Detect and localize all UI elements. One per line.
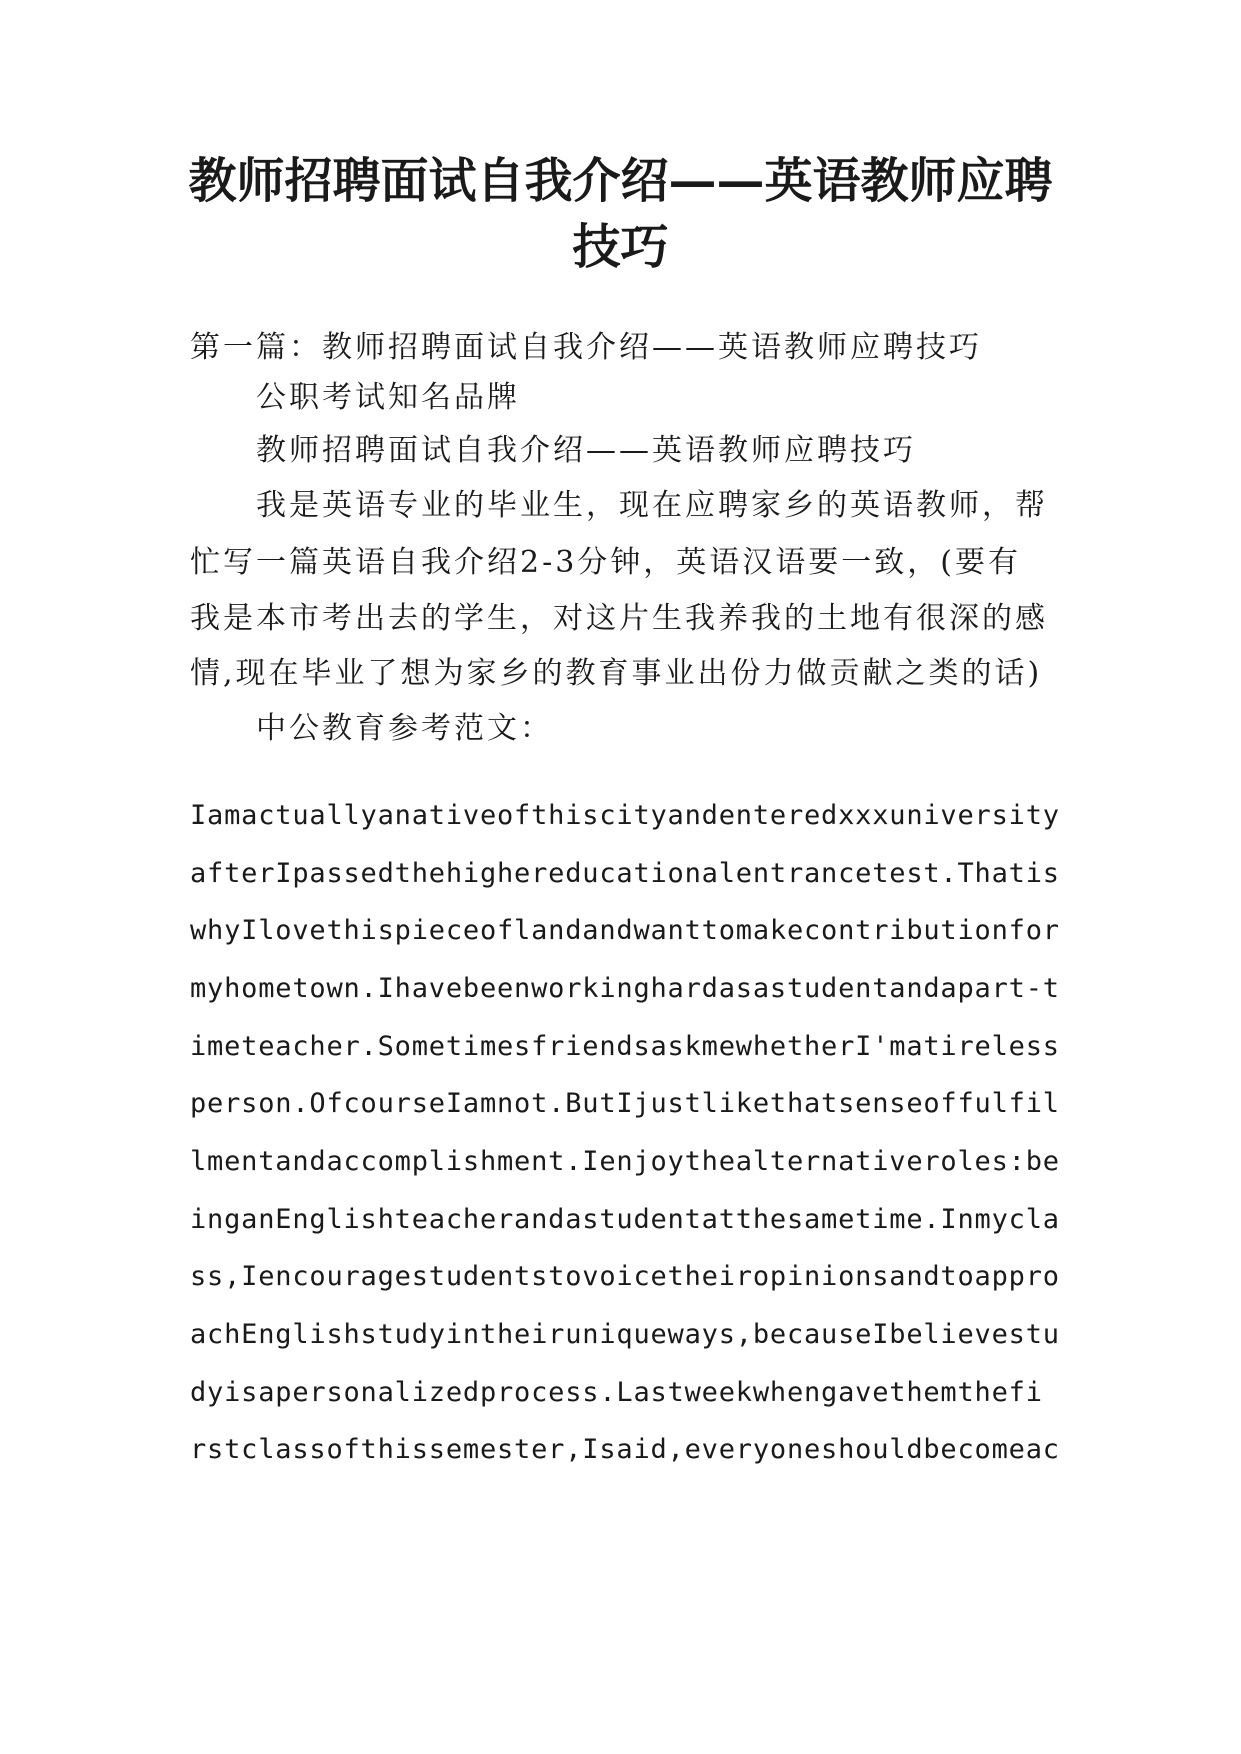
question-line-3: 我是本市考出去的学生，对这片生我养我的土地有很深的感	[190, 601, 1048, 636]
english-line-6: person.OfcourseIamnot.ButIjustlikethatsenseoffulfil	[190, 1088, 1060, 1119]
document-title	[150, 148, 1091, 280]
title-line-1: 教师招聘面试自我介绍——英语教师应聘	[188, 153, 1053, 209]
subtitle: 教师招聘面试自我介绍——英语教师应聘技巧	[256, 433, 916, 468]
sample-label: 中公教育参考范文：	[256, 711, 553, 746]
english-line-10: achEnglishstudyintheiruniqueways,becauseIbelievestu	[190, 1319, 1060, 1350]
english-line-9: ss,Iencouragestudentstovoicetheiropinionsandtoappro	[190, 1261, 1060, 1292]
english-line-11: dyisapersonalizedprocess.Lastweekwhengavethemthefi	[190, 1377, 1043, 1408]
english-line-1: Iamactuallyanativeofthiscityandenteredxxxuniversity	[190, 800, 1060, 831]
title-line-2: 技巧	[572, 219, 669, 275]
brand-line: 公职考试知名品牌	[256, 380, 520, 415]
english-line-3: whyIlovethispieceoflandandwanttomakecontributionfor	[190, 915, 1060, 946]
question-line-2: 忙写一篇英语自我介绍2-3分钟，英语汉语要一致，(要有	[190, 545, 1022, 580]
chapter-heading: 第一篇：教师招聘面试自我介绍——英语教师应聘技巧	[190, 330, 982, 365]
english-line-12: rstclassofthissemester,Isaid,everyoneshouldbecomeac	[190, 1434, 1060, 1465]
english-line-2: afterIpassedthehighereducationalentrancetest.Thatis	[190, 858, 1060, 889]
question-line-1: 我是英语专业的毕业生，现在应聘家乡的英语教师，帮	[256, 488, 1048, 523]
english-line-4: myhometown.Ihavebeenworkinghardasastudentandapart-t	[190, 973, 1060, 1004]
english-line-7: lmentandaccomplishment.Ienjoythealternativeroles:be	[190, 1146, 1060, 1177]
question-line-4: 情,现在毕业了想为家乡的教育事业出份力做贡献之类的话)	[190, 656, 1043, 691]
english-line-5: imeteacher.SometimesfriendsaskmewhetherI'matireless	[190, 1031, 1060, 1062]
english-line-8: inganEnglishteacherandastudentatthesametime.Inmycla	[190, 1204, 1060, 1235]
